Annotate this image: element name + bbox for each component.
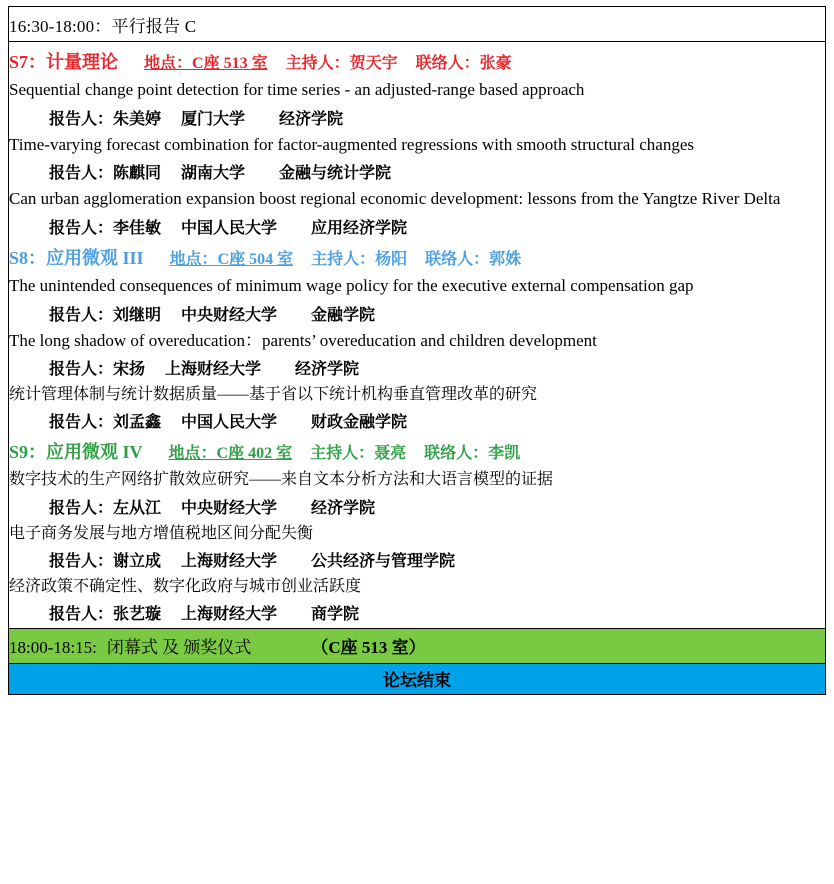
speaker-label: 报告人： [49, 605, 114, 623]
schedule-table [8, 6, 826, 695]
table-row-header [9, 7, 826, 42]
speaker-label: 报告人： [49, 414, 114, 432]
speaker-name: 李佳敏 [113, 219, 162, 237]
speaker-affiliation: 中国人民大学 [181, 219, 278, 237]
session-chair: 主持人：杨阳 [311, 250, 408, 268]
closing-label: 闭幕式 及 颁奖仪式 [106, 638, 252, 658]
speaker-name: 谢立成 [113, 552, 162, 570]
speaker-affiliation: 上海财经大学 [165, 361, 262, 379]
speaker-line [9, 548, 825, 571]
session-meta [170, 246, 522, 269]
speaker-label: 报告人： [49, 499, 114, 517]
session-meta [169, 440, 521, 463]
speaker-line [9, 215, 825, 238]
speaker-school: 公共经济与管理学院 [311, 552, 456, 570]
talk-title: The unintended consequences of minimum wage policy for the executive external compensation gap [9, 275, 694, 295]
session-header-s7 [9, 48, 825, 74]
session-header-s9 [9, 438, 825, 464]
speaker-name: 刘继明 [113, 306, 162, 324]
sessions-container [9, 42, 826, 629]
speaker-school: 经济学院 [279, 110, 344, 128]
talk-title: 统计管理体制与统计数据质量——基于省以下统计机构垂直管理改革的研究 [9, 386, 538, 404]
talk-title: Sequential change point detection for time series - an adjusted-range based approach [9, 80, 585, 99]
session-contact: 联络人：李凯 [424, 445, 521, 463]
speaker-line [9, 302, 825, 325]
session-contact: 联络人：郭姝 [425, 250, 522, 268]
session-header-s8 [9, 244, 825, 270]
talk-title: 数字技术的生产网络扩散效应研究——来自文本分析方法和大语言模型的证据 [9, 471, 554, 489]
speaker-school: 商学院 [311, 605, 360, 623]
speaker-label: 报告人： [49, 306, 114, 324]
speaker-name: 刘孟鑫 [113, 414, 162, 432]
session-venue: 地点：C座 504 室 [169, 250, 294, 268]
speaker-line [9, 409, 825, 432]
closing-time: 18:00-18:15: [9, 638, 97, 658]
speaker-name: 张艺璇 [113, 605, 162, 623]
speaker-name: 宋扬 [113, 361, 146, 379]
talk-title: Can urban agglomeration expansion boost regional economic development: lessons from the Yangtze River Delta [9, 189, 781, 209]
talk-title: Time-varying forecast combination for factor-augmented regressions with smooth structural changes [9, 134, 694, 154]
session-code: S9：应用微观 IV [9, 442, 143, 463]
session-meta [144, 50, 512, 73]
speaker-affiliation: 厦门大学 [181, 110, 246, 128]
speaker-label: 报告人： [49, 552, 114, 570]
speaker-affiliation: 湖南大学 [181, 165, 246, 183]
talk-title: The long shadow of overeducation：parents’ overeducation and children development [9, 330, 597, 350]
speaker-affiliation: 上海财经大学 [181, 605, 278, 623]
speaker-affiliation: 中央财经大学 [181, 499, 278, 517]
talk-title: 经济政策不确定性、数字化政府与城市创业活跃度 [9, 577, 362, 595]
closing-venue: （C座 513 室） [311, 638, 426, 658]
table-row-closing [9, 628, 826, 663]
talk-title: 电子商务发展与地方增值税地区间分配失衡 [9, 524, 314, 542]
speaker-affiliation: 中央财经大学 [181, 306, 278, 324]
speaker-line [9, 601, 825, 624]
speaker-affiliation: 上海财经大学 [181, 552, 278, 570]
speaker-school: 财政金融学院 [311, 414, 408, 432]
speaker-line [9, 495, 825, 518]
table-row-body [9, 42, 826, 629]
speaker-school: 金融学院 [311, 306, 376, 324]
session-s8 [9, 244, 825, 432]
session-venue: 地点：C座 402 室 [168, 445, 293, 463]
session-code: S7：计量理论 [9, 52, 119, 72]
session-contact: 联络人：张豪 [415, 55, 512, 72]
closing-ceremony-cell [9, 628, 826, 663]
speaker-name: 陈麒同 [113, 165, 162, 183]
speaker-affiliation: 中国人民大学 [181, 414, 278, 432]
speaker-school: 应用经济学院 [311, 219, 408, 237]
speaker-line [9, 356, 825, 379]
speaker-school: 金融与统计学院 [279, 165, 392, 183]
speaker-line [9, 106, 825, 129]
speaker-label: 报告人： [49, 361, 114, 379]
speaker-school: 经济学院 [295, 361, 360, 379]
session-venue: 地点：C座 513 室 [144, 55, 268, 72]
session-s9 [9, 438, 825, 624]
speaker-name: 左从江 [113, 499, 162, 517]
speaker-name: 朱美婷 [113, 110, 162, 128]
speaker-label: 报告人： [49, 219, 114, 237]
speaker-label: 报告人： [49, 110, 114, 128]
session-chair: 主持人：贺天宇 [285, 55, 398, 72]
speaker-school: 经济学院 [311, 499, 376, 517]
forum-end-banner: 论坛结束 [9, 663, 826, 694]
speaker-label: 报告人： [49, 165, 114, 183]
table-row-end [9, 663, 826, 694]
session-chair: 主持人：聂亮 [310, 445, 407, 463]
session-code: S8：应用微观 III [9, 247, 144, 268]
closing-ceremony [9, 633, 825, 658]
session-s7 [9, 48, 825, 238]
session-time-title: 16:30-18:00：平行报告 C [9, 7, 826, 42]
speaker-line [9, 160, 825, 183]
